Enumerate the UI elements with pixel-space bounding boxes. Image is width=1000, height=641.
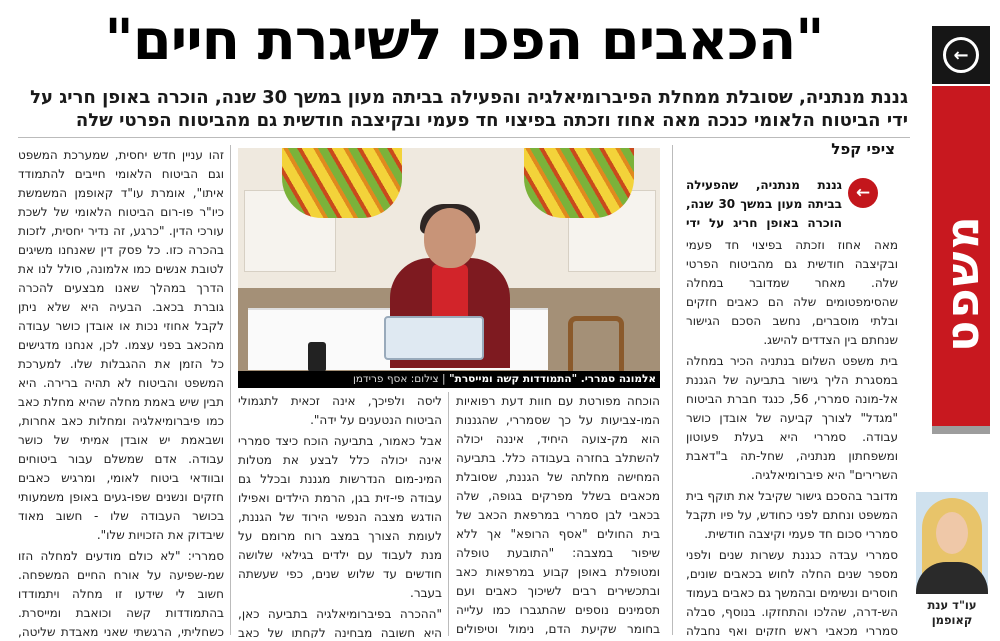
person-shirt: [432, 264, 468, 324]
paragraph: אבל כאמור, בתביעה הוכח כיצד סמררי אינה יכולה כלל לבצע את מטלות המינ-מום הנדרשות מגננת ובכלל גם עבודה פי-זית בגן, הרמת הילדים ואפילו הודגש מצבה הנפשי הירוד של הגננת, לעומת הצורך במצב רוח מרומם על מנת לעבוד עם ילדים בגילאי שלושה חודשים עד שלוש שנים, כפי שעשתה בעבר.: [238, 434, 442, 600]
photo-caption: [238, 371, 660, 388]
paragraph: בית משפט השלום בנתניה הכיר במחלה במסגרת הליך גישור בתביעה של הגננת אל-מונה סמררי, 56, כנגד חברת הביטוח "מגדל" לצורך קביעה של אובדן כושר עבודה. סמררי היא בעלת פעוטון ומשפחתון מנתניה, שחל-תה ב"דאבת השרירים" היא פיברומיאלגיה.: [686, 354, 898, 482]
paragraph: מאה אחוז וזכתה בפיצוי חד פעמי ובקיצבה חודשית גם מהביטוח הפרטי שלה. מאחר שמדובר במחלה שהסימפטומים שלה הם כאבים חזקים ובלתי מוסברים, נחשב הסכם הגישור שנחתם בין הצדדים להישג.: [686, 238, 898, 347]
portrait-face: [936, 512, 968, 554]
person-head: [424, 208, 476, 268]
lead-paragraph: גננת מנתניה, שהפעילה בביתה מעון במשך 30 שנה, הוכרה באופן חריג על ידי: [686, 178, 842, 230]
portrait-caption: עו"ד ענת קאופמן: [927, 598, 977, 627]
byline: ציפי קפל: [831, 140, 895, 158]
section-label: משפט: [935, 214, 989, 352]
column-4: [18, 146, 224, 638]
paragraph: מדובר בהסכם גישור שקיבל את תוקף בית המשפט ונחתם לפני כחודש, על פיו תקבל סמררי סכום חד פעמי וקיצבה חודשית.: [686, 489, 898, 541]
column-divider: [672, 145, 673, 635]
photo-chair: [568, 316, 624, 371]
paragraph: זהו עניין חדש יחסית, שמערכת המשפט וגם הביטוח הלאומי חייבים להתמודד איתו", אומרת עו"ד קאופמן המשמשת כיו"ר פו-רום הביטוח הלאומי של לשכת עורכי הדין. "כרגע, זה נדיר יחסית, לזכות בהכרה כזו. כל פסק דין שאנחנו משיגים לטובת אנשים כמו אלמונה, סולל לנו את הדרך במהלך שאנו מבצעים להכרה גוברת בכאב. הבעיה היא שלא ניתן לקבל אחוזי נכות או אובדן כושר עבודה מהכאב בפני עצמו. לכן, אנחנו מדגישים כל הזמן את ההגבלות שלו. למערכת המשפט והביטוח לא תהיה ברירה. היא תבין שיש באמת מחלה שהיא מחלת כאב כמו פיברומיאלגיה ומחלות כאב אחרות, ושבאמת יש אובדן אמיתי של כושר עבודה. אדם שמשלם עבור ביטוחים ובוודאי ביטוח לאומי, ומרגיש כאבים חזקים ונשנים שפו-געים באופן משמעותי בכושר העבודה שלו - חשוב מאוד שיבדוק את הזכויות שלו".: [18, 148, 224, 542]
back-arrow-circle-icon[interactable]: ←: [943, 37, 979, 73]
header-divider: [18, 137, 910, 138]
section-bar-accent: [932, 426, 990, 434]
column-1: [686, 236, 898, 636]
stained-glass-lamp: [282, 148, 402, 218]
lead-arrow-icon: ←: [848, 178, 878, 208]
photo-credit: | צילום: אסף פרידמן: [352, 373, 446, 385]
phone-on-table: [308, 342, 326, 371]
section-bar-top[interactable]: [932, 26, 990, 84]
column-divider: [230, 145, 231, 635]
column-2: [456, 392, 660, 638]
medication-box: [384, 316, 484, 360]
paragraph: סמררי: "לא כולם מודעים למחלה הזו שמ-שפיעה על אורח החיים המשפחה. חשוב לי שידעו זו מחלה ויתמודדו בהתמודדות קשה וכואבת ומייסרת. כשחליתי, הרגשתי שאני מאבדת שליטה,: [18, 549, 224, 638]
caption-text: אלמונה סמררי. "התמודדות קשה ומייסרת": [449, 373, 656, 385]
paragraph: "ההכרה בפיברומיאלגיה בתביעה כאן, היא חשובה מבחינה לקחתו של כאב: [238, 607, 442, 638]
paragraph: סמררי עבדה כגננת עשרות שנים ולפני מספר שנים החלה לחוש בכאבים שונים, חוסרים ונשימים ובהמשך גם כאבים בעמוד הש-דרה, שהלכו והתחזקו. בנוסף, סבלה סמררי מכאבי ראש חזקים ואף נחבלה: [686, 548, 898, 636]
author-portrait: [916, 492, 988, 594]
headline: "הכאבים הפכו לשיגרת חיים": [104, 8, 824, 73]
column-divider: [448, 392, 449, 636]
subheadline: גננת מנתניה, שסובלת ממחלת הפיברומיאלגיה והפעילה בביתה מעון במשך 30 שנה, הוכרה באופן חריג על ידי הביטוח הלאומי כנכה מאה אחוז וזכתה בפיצוי חד פעמי ובקיצבה חודשית גם מהביטוח הפרטי שלה: [30, 87, 908, 131]
paragraph: ליסה ולפיכך, אינה זכאית לתגמולי הביטוח הנטענים על ידה".: [238, 394, 442, 427]
article-photo: [238, 148, 660, 371]
section-label-strip: [932, 86, 990, 426]
paragraph: הוכחה מפורטת עם חוות דעת רפואיות המו-צביעות על כך שסמררי, שהגננות הוא מק-צועה היחיד, איננה יכולה להשתלב בחזרה בעבודה כלל. בתביעה המחישה מחלתה של הגננת, שסובלת מכאבים בשלל מפרקים בגופה, שלה בכאבי לבן סמררי במרפאת הכאב של בית החולים "אסף הרופא" אך ללא שיפור במצבה: "התובעת טופלה ומטופלת באופן קבוע במרפאות כאב ובתכשירים רבים לשיכוך כאבים ועם תסמינים נוספים שהתגברו כמו עלייה בחומר שקיעת הדם, נימול וטיפולים: [456, 394, 660, 636]
column-3: [238, 392, 442, 638]
stained-glass-lamp: [524, 148, 634, 218]
